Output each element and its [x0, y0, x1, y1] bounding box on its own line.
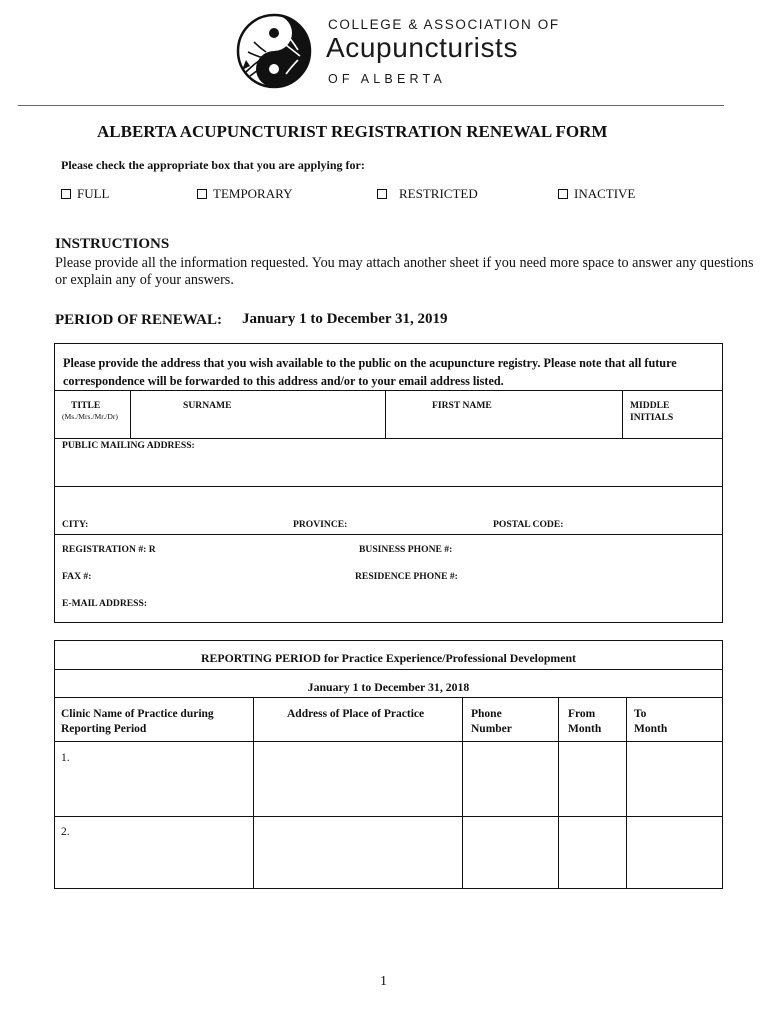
col-address-header [287, 707, 424, 722]
form-title: ALBERTA ACUPUNCTURIST REGISTRATION RENEWAL FORM [97, 122, 608, 141]
registry-info-box [54, 343, 723, 623]
checkbox-temporary[interactable] [197, 189, 207, 199]
divider [253, 697, 254, 888]
option-inactive[interactable] [558, 186, 635, 202]
registry-note: Please provide the address that you wish available to the public on the acupuncture registry. Please note that all future correspondence will be forwarded to this address and/or to your email address listed. [63, 356, 677, 388]
yin-yang-leaf-logo-icon [236, 12, 312, 90]
col-from-header [568, 707, 601, 737]
divider [385, 390, 386, 438]
option-temporary-label: TEMPORARY [213, 186, 293, 201]
period-label: PERIOD OF RENEWAL: [55, 312, 222, 328]
divider [55, 697, 722, 698]
header-divider [18, 105, 724, 106]
instructions-heading: INSTRUCTIONS [55, 236, 170, 252]
page-number: 1 [380, 974, 387, 989]
org-name-line3: OF ALBERTA [328, 72, 446, 86]
divider [55, 486, 722, 487]
first-name-label: FIRST NAME [432, 400, 492, 411]
table-row-2-number: 2. [61, 826, 70, 838]
org-name-line2: Acupuncturists [326, 32, 519, 63]
col-clinic-line1: Clinic Name of Practice during [61, 708, 214, 720]
checkbox-full[interactable] [61, 189, 71, 199]
divider [462, 697, 463, 888]
reporting-period: January 1 to December 31, 2018 [307, 680, 470, 694]
city-label: CITY: [62, 519, 89, 530]
divider [130, 390, 131, 438]
col-phone-line1: Phone [471, 708, 502, 720]
business-phone-label: BUSINESS PHONE #: [359, 544, 453, 555]
option-temporary[interactable] [197, 186, 292, 202]
check-prompt: Please check the appropriate box that you are applying for: [61, 158, 365, 172]
checkbox-restricted[interactable] [377, 189, 387, 199]
instructions-text: Please provide all the information requested. You may attach another sheet if you need more space to answer any questions or explain any of your answers. [55, 255, 754, 288]
reporting-table [54, 640, 723, 889]
email-label: E-MAIL ADDRESS: [62, 598, 148, 609]
divider [558, 697, 559, 888]
divider [626, 697, 627, 888]
period-value: January 1 to December 31, 2019 [242, 311, 448, 327]
reporting-heading: REPORTING PERIOD for Practice Experience/Professional Development [201, 651, 576, 665]
col-address-line1: Address of Place of Practice [287, 708, 425, 720]
col-phone-line2: Number [471, 723, 512, 735]
col-from-line2: Month [568, 723, 602, 735]
divider [55, 534, 722, 535]
divider [55, 438, 722, 439]
col-clinic-name-header [61, 707, 214, 737]
divider [622, 390, 623, 438]
table-row-1-number: 1. [61, 752, 70, 764]
province-label: PROVINCE: [293, 519, 348, 530]
surname-label: SURNAME [183, 400, 232, 411]
divider [55, 741, 722, 742]
divider [55, 816, 722, 817]
fax-label: FAX #: [62, 571, 92, 582]
initials-label: INITIALS [630, 412, 674, 423]
option-restricted[interactable] [377, 186, 478, 202]
mailing-address-label: PUBLIC MAILING ADDRESS: [62, 440, 195, 451]
postal-code-label: POSTAL CODE: [493, 519, 564, 530]
col-to-line1: To [634, 708, 647, 720]
title-hint: (Ms./Mrs./Mr./Dr) [62, 412, 118, 421]
checkbox-inactive[interactable] [558, 189, 568, 199]
option-full-label: FULL [77, 186, 110, 201]
org-name-line1: COLLEGE & ASSOCIATION OF [328, 17, 560, 32]
col-clinic-line2: Reporting Period [61, 723, 147, 735]
option-inactive-label: INACTIVE [574, 186, 636, 201]
col-from-line1: From [568, 708, 596, 720]
col-to-line2: Month [634, 723, 668, 735]
middle-label: MIDDLE [630, 400, 670, 411]
registration-label: REGISTRATION #: R [62, 544, 156, 555]
col-to-header [634, 707, 667, 737]
col-phone-header [471, 707, 512, 737]
divider [55, 669, 722, 670]
title-label: TITLE [71, 400, 101, 411]
option-full[interactable] [61, 186, 110, 202]
option-restricted-label: RESTRICTED [399, 186, 478, 201]
residence-phone-label: RESIDENCE PHONE #: [355, 571, 458, 582]
